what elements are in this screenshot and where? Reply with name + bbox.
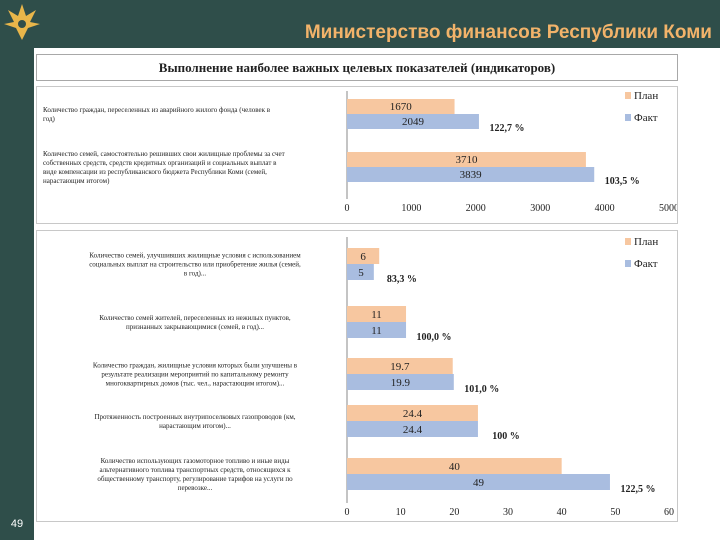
x-tick-label: 1000 [401,203,422,214]
section-title-box [36,54,678,81]
legend-label: Факт [634,112,658,124]
category-label: Количество граждан, переселенных из аварийного жилого фонда (человек в год) [43,106,271,123]
chart-panel-2 [36,230,678,522]
data-label-plan: 1670 [389,101,412,113]
ministry-title: Министерство финансов Республики Коми [304,22,712,43]
chart-2 [37,231,677,521]
percent-label: 103,5 % [604,176,640,187]
category-label: Количество семей жителей, переселенных из нежилых пунктов, признанных закрывающимися (семей, в год)... [99,314,291,331]
percent-label: 100,0 % [416,332,452,343]
category-label: Количество использующих газомоторное топливо и иные виды альтернативного топлива транспортных средств, относящихся к общественному транспорту, регулирование тарифов на услуги по перевозке... [97,457,293,492]
x-tick-label: 3000 [530,203,551,214]
data-label-fact: 11 [371,325,382,337]
percent-label: 122,5 % [620,484,656,495]
legend-label: Факт [634,258,658,270]
percent-label: 83,3 % [386,274,417,285]
category-label: Протяженность построенных внутрипоселковых газопроводов (км, нарастающим итогом)... [94,413,296,430]
data-label-fact: 24.4 [402,424,423,436]
data-label-fact: 5 [358,267,364,279]
percent-label: 100 % [492,431,520,442]
legend-swatch [625,114,631,121]
data-label-plan: 11 [371,309,382,321]
category-label: Количество семей, самостоятельно решивших свои жилищные проблемы за счет собственных средств, средств кредитных организаций и социальных выплат в виде компенсации из республиканского бюджета Республики Коми (семей, нарастающим итогом) [43,150,285,185]
legend-label: План [634,90,659,102]
x-tick-label: 10 [395,507,406,518]
chart-1 [37,87,677,223]
data-label-plan: 24.4 [402,408,423,420]
x-tick-label: 2000 [465,203,486,214]
emblem-icon [2,0,42,46]
x-tick-label: 60 [664,507,674,518]
chart-panel-1 [36,86,678,224]
legend-label: План [634,236,659,248]
x-tick-label: 40 [556,507,567,518]
percent-label: 122,7 % [489,123,525,134]
data-label-plan: 3710 [455,154,478,166]
data-label-plan: 6 [360,251,366,263]
legend-swatch [625,260,631,267]
data-label-plan: 40 [448,461,460,473]
x-tick-label: 50 [610,507,621,518]
x-tick-label: 0 [344,507,350,518]
header-bar [0,0,720,48]
x-tick-label: 20 [449,507,460,518]
percent-label: 101,0 % [464,384,500,395]
category-label: Количество граждан, жилищные условия которых были улучшены в результате реализации мероприятий по капитальному ремонту многоквартирных домов (тыс. чел., нарастающим итогом)... [92,361,298,388]
data-label-fact: 19.9 [390,377,411,389]
page-number: 49 [10,518,24,530]
legend-swatch [625,238,631,245]
x-tick-label: 30 [503,507,513,518]
data-label-fact: 3839 [459,169,482,181]
x-tick-label: 0 [344,203,350,214]
left-sidebar-band [0,48,34,540]
category-label: Количество семей, улучшивших жилищные условия с использованием социальных выплат на строительство или приобретение жилья (семей, в год)... [89,251,301,278]
section-title: Выполнение наиболее важных целевых показателей (индикаторов) [158,60,556,75]
x-tick-label: 4000 [594,203,615,214]
data-label-plan: 19.7 [390,361,410,373]
data-label-fact: 49 [472,477,484,489]
legend-swatch [625,92,631,99]
x-tick-label: 5000 [659,203,677,214]
data-label-fact: 2049 [401,116,424,128]
